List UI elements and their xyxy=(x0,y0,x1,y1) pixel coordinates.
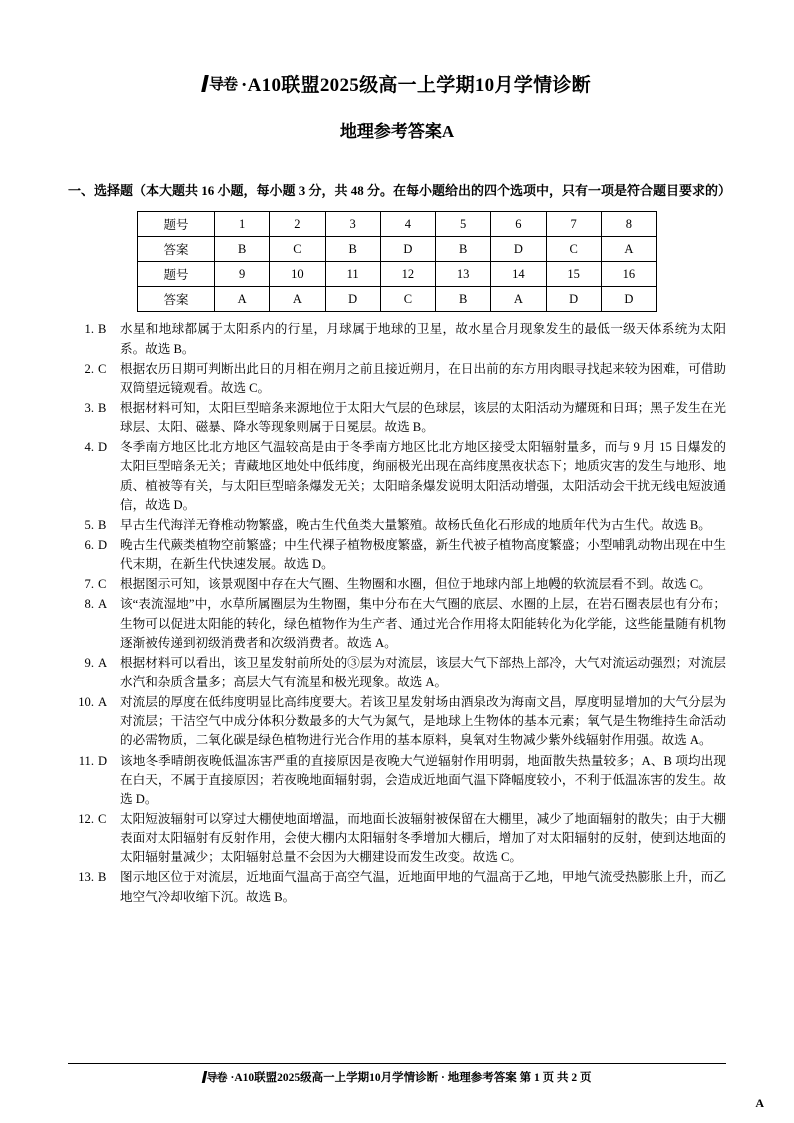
table-cell: 7 xyxy=(546,212,601,237)
item-number: 2. xyxy=(84,361,94,376)
list-item xyxy=(68,360,726,398)
item-text: 根据材料可知，太阳巨型暗条来源地位于太阳大气层的色球层，该层的太阳活动为耀斑和日珥；黑子发生在光球层、太阳、磁暴、降水等现象则属于日冕层。故选 B。 xyxy=(120,401,726,435)
table-cell: C xyxy=(380,287,435,312)
footer-text: ·A10联盟2025级高一上学期10月学情诊断 · 地理参考答案 第 1 页 共 2 页 xyxy=(230,1072,592,1084)
table-cell: B xyxy=(325,237,380,262)
brand-logo xyxy=(203,73,237,94)
item-answer: A xyxy=(98,695,108,710)
document-header xyxy=(68,0,726,142)
item-text: 该“表流湿地”中，水草所属圈层为生物圈，集中分布在大气圈的底层、水圈的上层，在岩石圈表层也有分布；生物可以促进太阳能的转化，绿色植物作为生产者、通过光合作用将太阳能转化为化学能，这些能量随有机物逐渐被传递到初级消费者和次级消费者。故选 A。 xyxy=(120,597,726,650)
table-row xyxy=(138,262,657,287)
item-text: 对流层的厚度在低纬度明显比高纬度要大。若该卫星发射场由酒泉改为海南文昌，厚度明显增加的大气分层为对流层；干洁空气中成分体积分数最多的大气为氮气，是地球上生物体的基本元素；氧气是生物维持生命活动的必需物质，二氧化碳是绿色植物进行光合作用的基本原料，臭氧对生物减少紫外线辐射作用强。故选 A。 xyxy=(120,695,726,748)
table-cell: D xyxy=(601,287,656,312)
title-row xyxy=(68,70,726,97)
table-cell: 3 xyxy=(325,212,380,237)
table-cell: 15 xyxy=(546,262,601,287)
list-item xyxy=(68,693,726,750)
list-item xyxy=(68,438,726,515)
footer-divider xyxy=(68,1063,726,1064)
page-footer xyxy=(68,1063,726,1085)
item-answer: D xyxy=(98,440,108,455)
table-cell: A xyxy=(601,237,656,262)
brand-bar-icon xyxy=(201,75,209,92)
item-number: 5. xyxy=(84,517,94,532)
table-cell: 14 xyxy=(491,262,546,287)
item-answer: C xyxy=(98,811,107,826)
list-item xyxy=(68,810,726,867)
section-heading: 一、选择题（本大题共 16 小题，每小题 3 分，共 48 分。在每小题给出的四个选项中，只有一项是符合题目要求的） xyxy=(68,183,732,198)
item-answer: C xyxy=(98,361,107,376)
table-cell: 13 xyxy=(436,262,491,287)
table-cell: A xyxy=(491,287,546,312)
item-number: 6. xyxy=(84,537,94,552)
item-number: 13. xyxy=(78,870,94,885)
item-text: 图示地区位于对流层，近地面气温高于高空气温，近地面甲地的气温高于乙地，甲地气流受热膨胀上升，而乙地空气冷却收缩下沉。故选 B。 xyxy=(120,870,726,904)
table-cell: D xyxy=(491,237,546,262)
list-item xyxy=(68,595,726,652)
brand-label: 导卷 xyxy=(209,77,238,93)
item-number: 4. xyxy=(84,440,94,455)
list-item xyxy=(68,320,726,358)
table-cell: B xyxy=(436,237,491,262)
item-text: 根据农历日期可判断出此日的月相在朔月之前且接近朔月，在日出前的东方用肉眼寻找起来较为困难，可借助双筒望远镜观看。故选 C。 xyxy=(120,361,726,395)
list-item xyxy=(68,868,726,906)
footer-brand-label: 导卷 xyxy=(206,1072,227,1084)
table-cell: 10 xyxy=(270,262,325,287)
footer-content xyxy=(68,1069,726,1085)
item-answer: B xyxy=(98,401,107,415)
list-item xyxy=(68,575,726,594)
table-cell: 2 xyxy=(270,212,325,237)
list-item xyxy=(68,536,726,574)
table-cell: D xyxy=(325,287,380,312)
item-text: 根据材料可以看出，该卫星发射前所处的③层为对流层，该层大气下部热上部冷，大气对流运动强烈；对流层水汽和杂质含量多；高层大气有流星和极光现象。故选 A。 xyxy=(120,655,726,689)
item-answer: A xyxy=(98,597,108,612)
list-item xyxy=(68,654,726,692)
item-text: 晚古生代蕨类植物空前繁盛；中生代裸子植物极度繁盛，新生代被子植物高度繁盛；小型哺乳动物出现在中生代末期，在新生代快速发展。故选 D。 xyxy=(120,537,726,572)
table-cell: 4 xyxy=(380,212,435,237)
table-cell: 5 xyxy=(436,212,491,237)
item-number: 7. xyxy=(84,577,94,592)
table-cell: B xyxy=(436,287,491,312)
item-answer: C xyxy=(98,577,107,592)
table-cell: 11 xyxy=(325,262,380,287)
page-title: ·A10联盟2025级高一上学期10月学情诊断 xyxy=(241,75,591,96)
table-cell: 16 xyxy=(601,262,656,287)
table-cell: 12 xyxy=(380,262,435,287)
item-text: 太阳短波辐射可以穿过大棚使地面增温，而地面长波辐射被保留在大棚里，减少了地面辐射的散失；由于大棚表面对太阳辐射有反射作用，会使大棚内太阳辐射冬季增加大棚后，增加了对太阳辐射的反射，使到达地面的太阳辐射量减少；太阳辐射总量不会因为大棚建设而发生改变。故选 C。 xyxy=(120,811,726,865)
item-number: 10. xyxy=(78,695,94,710)
table-cell: 6 xyxy=(491,212,546,237)
list-item xyxy=(68,516,726,535)
table-cell: 1 xyxy=(215,212,270,237)
row-label: 答案 xyxy=(138,237,215,262)
corner-mark: A xyxy=(755,1096,764,1110)
item-answer: A xyxy=(98,655,108,670)
document-subtitle: 地理参考答案A xyxy=(339,122,455,141)
table-cell: A xyxy=(215,287,270,312)
item-number: 1. xyxy=(84,322,94,337)
list-item xyxy=(68,752,726,809)
item-number: 11. xyxy=(78,753,94,768)
table-cell: C xyxy=(546,237,601,262)
item-text: 该地冬季晴朗夜晚低温冻害严重的直接原因是夜晚大气逆辐射作用明弱，地面散失热量较多；A、B 项均出现在白天，不属于直接原因；若夜晚地面辐射弱，会造成近地面气温下降幅度较小，不利于低温冻害的发生。故选 D。 xyxy=(120,753,726,806)
explanation-list xyxy=(68,320,726,906)
list-item xyxy=(68,399,726,437)
item-answer: B xyxy=(98,322,107,337)
row-label: 题号 xyxy=(138,212,215,237)
table-row xyxy=(138,287,657,312)
item-number: 8. xyxy=(84,597,94,612)
table-row xyxy=(138,237,657,262)
answer-key-table xyxy=(137,211,657,312)
table-cell: A xyxy=(270,287,325,312)
footer-brand-logo xyxy=(203,1069,227,1085)
item-answer: D xyxy=(98,753,108,768)
table-cell: C xyxy=(270,237,325,262)
item-answer: B xyxy=(98,870,107,885)
item-text: 水星和地球都属于太阳系内的行星，月球属于地球的卫星，故水星合月现象发生的最低一级天体系统为太阳系。故选 B。 xyxy=(120,322,726,356)
table-cell: 8 xyxy=(601,212,656,237)
table-cell: 9 xyxy=(215,262,270,287)
table-row xyxy=(138,212,657,237)
item-text: 根据图示可知，该景观图中存在大气圈、生物圈和水圈，但位于地球内部上地幔的软流层看不到。故选 C。 xyxy=(120,577,711,592)
item-number: 9. xyxy=(84,655,94,670)
answer-table-wrapper xyxy=(137,211,657,312)
item-text: 早古生代海洋无脊椎动物繁盛，晚古生代鱼类大量繁殖。故杨氏鱼化石形成的地质年代为古生代。故选 B。 xyxy=(120,517,711,532)
item-number: 3. xyxy=(84,401,94,415)
item-number: 12. xyxy=(78,811,94,826)
row-label: 题号 xyxy=(138,262,215,287)
item-text: 冬季南方地区比北方地区气温较高是由于冬季南方地区比北方地区接受太阳辐射量多，而与 9 月 15 日爆发的太阳巨型暗条无关；青藏地区地处中低纬度，绚丽极光出现在高纬度黑夜状态下；地质灾害的发生与地形、地质、植被等有关，与太阳巨型暗条爆发无关；太阳暗条爆发说明太阳活动增强，太阳活动会干扰无线电短波通信，故选 D。 xyxy=(120,440,726,512)
table-cell: D xyxy=(380,237,435,262)
table-cell: D xyxy=(546,287,601,312)
row-label: 答案 xyxy=(138,287,215,312)
table-cell: B xyxy=(215,237,270,262)
item-answer: D xyxy=(98,537,108,552)
item-answer: B xyxy=(98,517,107,532)
